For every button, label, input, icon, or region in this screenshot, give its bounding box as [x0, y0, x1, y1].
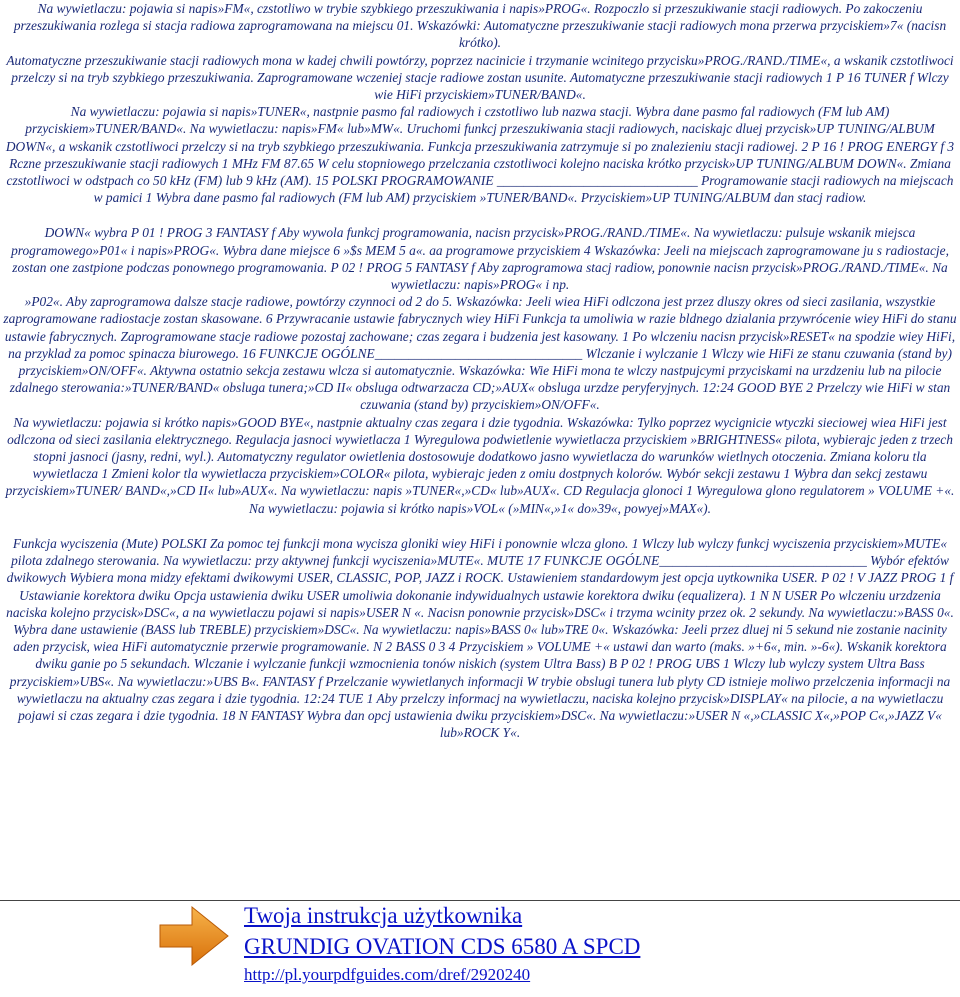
paragraph-auto-search-display: Na wywietlaczu: pojawia si napis»FM«, czstotliwo w trybie szybkiego przeszukiwania i napis»PROG«. Rozpoczlo si przeszukiwanie stacji radiowych. Po zakoczeniu przeszukiwania rozlega si stacja radiowa zaprogramowana na miejscu 01. Wskazówki: Automatyczne przeszukiwanie stacji radiowych mona przerwa przyciskiem»7« (nacisn krótko). — [13, 1, 947, 51]
paragraph-auto-search-repeat: Automatyczne przeszukiwanie stacji radiowych mona w kadej chwili powtórzy, poprzez nacinicie i trzymanie wcinitego przycisku»PROG./RAND./TIME«, a wskanik czstotliwoci przelczy si na tryb szybkiego przeszukiwania. Zaprogramowane wczeniej stacje radiowe zostan usunite. Automatyczne przeszukiwanie stacji radiowych 1 P 16 TUNER f Wlczy wie HiFi przyciskiem»TUNER/BAND«. — [6, 52, 954, 103]
paragraph-display-brightness: Na wywietlaczu: pojawia si krótko napis»GOOD BYE«, nastpnie aktualny czas zegara i dzie tygodnia. Wskazówka: Tylko poprzez wycignicie wtyczki sieciowej wiea HiFi jest odlczona od sieci zasilania elektrycznego. Regulacja jasnoci wywietlacza 1 Wyregulowa podwietlenie wywietlacza przyciskiem »BRIGHTNESS« pilota, wybierajc jeden z trzech stopni jasnoci (jasny, redni, wyl.). Automatyczny regulator owietlenia dostosowuje dodatkowo jasno wywietlacza do warunków wietlnych otoczenia. Zmiana koloru tla wywietlacza 1 Zmieni kolor tla wywietlacza przyciskiem»COLOR« pilota, wybierajc jeden z omiu dostpnych kolorów. Wybór sekcji zestawu 1 Wybra dan sekcj zestawu przyciskiem»TUNER/ BAND«,»CD II« lub»AUX«. Na wywietlaczu: napis »TUNER«,»CD« lub»AUX«. CD Regulacja glonoci 1 Wyregulowa glono regulatorem » VOLUME +«. Na wywietlaczu: pojawia si krótko napis»VOL« (»MIN«,»1« do»39«, powyej»MAX«). — [5, 414, 955, 516]
arrow-right-icon — [158, 903, 230, 969]
user-manual-link[interactable]: Twoja instrukcja użytkownika — [244, 903, 523, 928]
product-model-link[interactable]: GRUNDIG OVATION CDS 6580 A SPCD — [244, 934, 641, 959]
paragraph-gap — [0, 517, 960, 535]
paragraph-mute-sound: Funkcja wyciszenia (Mute) POLSKI Za pomoc tej funkcji mona wycisza gloniki wiey HiFi i ponownie wlcza glono. 1 Wlczy lub wylczy funkcj wyciszenia przyciskiem»MUTE« pilota zdalnego sterowania. Na wywietlaczu: przy aktywnej funkcji wyciszenia»MUTE«. MUTE 17 FUNKCJE OGÓLNE_______________________________ Wybór efektów dwikowych Wybiera mona midzy efektami dwikowymi USER, CLASSIC, POP, JAZZ i ROCK. Ustawieniem standardowym jest opcja uytkownika USER. P 02 ! V JAZZ PROG 1 f Ustawianie korektora dwiku Opcja ustawienia dwiku USER umoliwia dokonanie indywidualnych ustawie korektora dwiku (equalizera). 1 N N USER Po wlczeniu urzdzenia naciska kolejno przycisk»DSC«, a na wywietlaczu pojawi si napis»USER N «. Nacisn ponownie przycisk»DSC« i trzyma wcinity przez ok. 2 sekundy. Na wywietlaczu:»BASS 0«. Wybra dane ustawienie (BASS lub TREBLE) przyciskiem»DSC«. Na wywietlaczu: napis»BASS 0« lub»TRE 0«. Wskazówka: Jeeli przez dluej ni 5 sekund nie zostanie nacinity aden przycisk, wiea HiFi automatycznie przerwie programowanie. N 2 BASS 0 3 4 Przyciskiem » VOLUME +« ustawi dan warto (maks. »+6«, min. »-6«). Wskanik korektora dwiku ganie po 5 sekundach. Wlczanie i wylczanie funkcji wzmocnienia tonów niskich (system Ultra Bass) B P 02 ! PROG UBS 1 Wlczy lub wylczy system Ultra Bass przyciskiem»UBS«. Na wywietlaczu:»UBS B«. FANTASY f Przelczanie wywietlanych informacji W trybie obslugi tunera lub plyty CD istnieje moliwo przelczenia informacji na wywietlaczu na aktualny czas zegara i dzie tygodnia. 12:24 TUE 1 Aby przelczy informacj na wywietlaczu, naciska kolejno przycisk»DISPLAY« na pilocie, a na wywietlaczu pojawi si czas zegara i dzie tygodnia. 18 N FANTASY Wybra dan opcj ustawienia dwiku przyciskiem»DSC«. Na wywietlaczu:»USER N «,»CLASSIC X«,»POP C«,»JAZZ V« lub»ROCK Y«. — [6, 535, 954, 741]
paragraph-reset-general: »P02«. Aby zaprogramowa dalsze stacje radiowe, powtórzy czynnoci od 2 do 5. Wskazówka: Jeeli wiea HiFi odlczona jest przez dluszy okres od sieci zasilania, wszystkie zaprogramowane radiostacje zostan skasowane. 6 Przywracanie ustawie fabrycznych wiey HiFi Funkcja ta umoliwia w razie bldnego dzialania przywrócenie wiey HiFi do stanu ustawie fabrycznych. Zaprogramowane stacje radiowe pozostaj zachowane; czas zegara i budzenia jest kasowany. 1 Po wlczeniu nacisn przycisk»RESET« na spodzie wiey HiFi, na przyklad za pomoc spinacza biurowego. 16 FUNKCJE OGÓLNE_______________________________ Wlczanie i wylczanie 1 Wlczy wie HiFi ze stanu czuwania (stand by) przyciskiem»ON/OFF«. Aktywna ostatnio sekcja zestawu wlcza si automatycznie. Wskazówka: Wie HiFi mona te wlczy nastpujcymi przyciskami na urzdzeniu lub na pilocie zdalnego sterowania:»TUNER/BAND« obsluga tunera;»CD II« obsluga odtwarzacza CD;»AUX« obsluga urzdze peryferyjnych. 12:24 GOOD BYE 2 Przelczy wie HiFi w stan czuwania (stand by) przyciskiem»ON/OFF«. — [3, 294, 957, 413]
paragraph-gap — [0, 206, 960, 224]
paragraph-tuner-programming: Na wywietlaczu: pojawia si napis»TUNER«, nastpnie pasmo fal radiowych i czstotliwo lub nazwa stacji. Wybra dane pasmo fal radiowych (FM lub AM) przyciskiem»TUNER/BAND«. Na wywietlaczu: napis»FM« lub»MW«. Uruchomi funkcj przeszukiwania stacji radiowych, naciskajc dluej przycisk»UP TUNING/ALBUM DOWN«, a wskanik czstotliwoci przelczy si na tryb szybkiego przeszukiwania. Funkcja przeszukiwania zatrzymuje si po znalezieniu stacji radiowej. 2 P 16 ! PROG ENERGY f 3 Rczne przeszukiwanie stacji radiowych 1 MHz FM 87.65 W celu stopniowego przelczania czstotliwoci kolejno naciska krótko przycisk»UP TUNING/ALBUM DOWN«. Zmiana czstotliwoci w odstpach co 50 kHz (FM) lub 9 kHz (AM). 15 POLSKI PROGRAMOWANIE ______________________________ Programowanie stacji radiowych na miejscach w pamici 1 Wybra dane pasmo fal radiowych (FM lub AM) przyciskiem »TUNER/BAND«. Przyciskiem»UP TUNING/ALBUM dan stacj radiow. — [5, 104, 955, 206]
manual-url-link[interactable]: http://pl.yourpdfguides.com/dref/2920240 — [244, 965, 531, 984]
paragraph-program-slot: DOWN« wybra P 01 ! PROG 3 FANTASY f Aby wywola funkcj programowania, nacisn przycisk»PROG./RAND./TIME«. Na wywietlaczu: pulsuje wskanik miejsca programowego»P01« i napis»PROG«. Wybra dane miejsce 6 »$s MEM 5 a«. aa programowe przyciskiem 4 Wskazówka: Jeeli na miejscach zaprogramowane ju s radiostacje, zostan one zastpione podczas ponownego programowania. P 02 ! PROG 5 FANTASY f Aby zaprogramowa stacj radiow, ponownie nacisn przycisk»PROG./RAND./TIME«. Na wywietlaczu: napis»PROG« i np. — [11, 225, 949, 293]
